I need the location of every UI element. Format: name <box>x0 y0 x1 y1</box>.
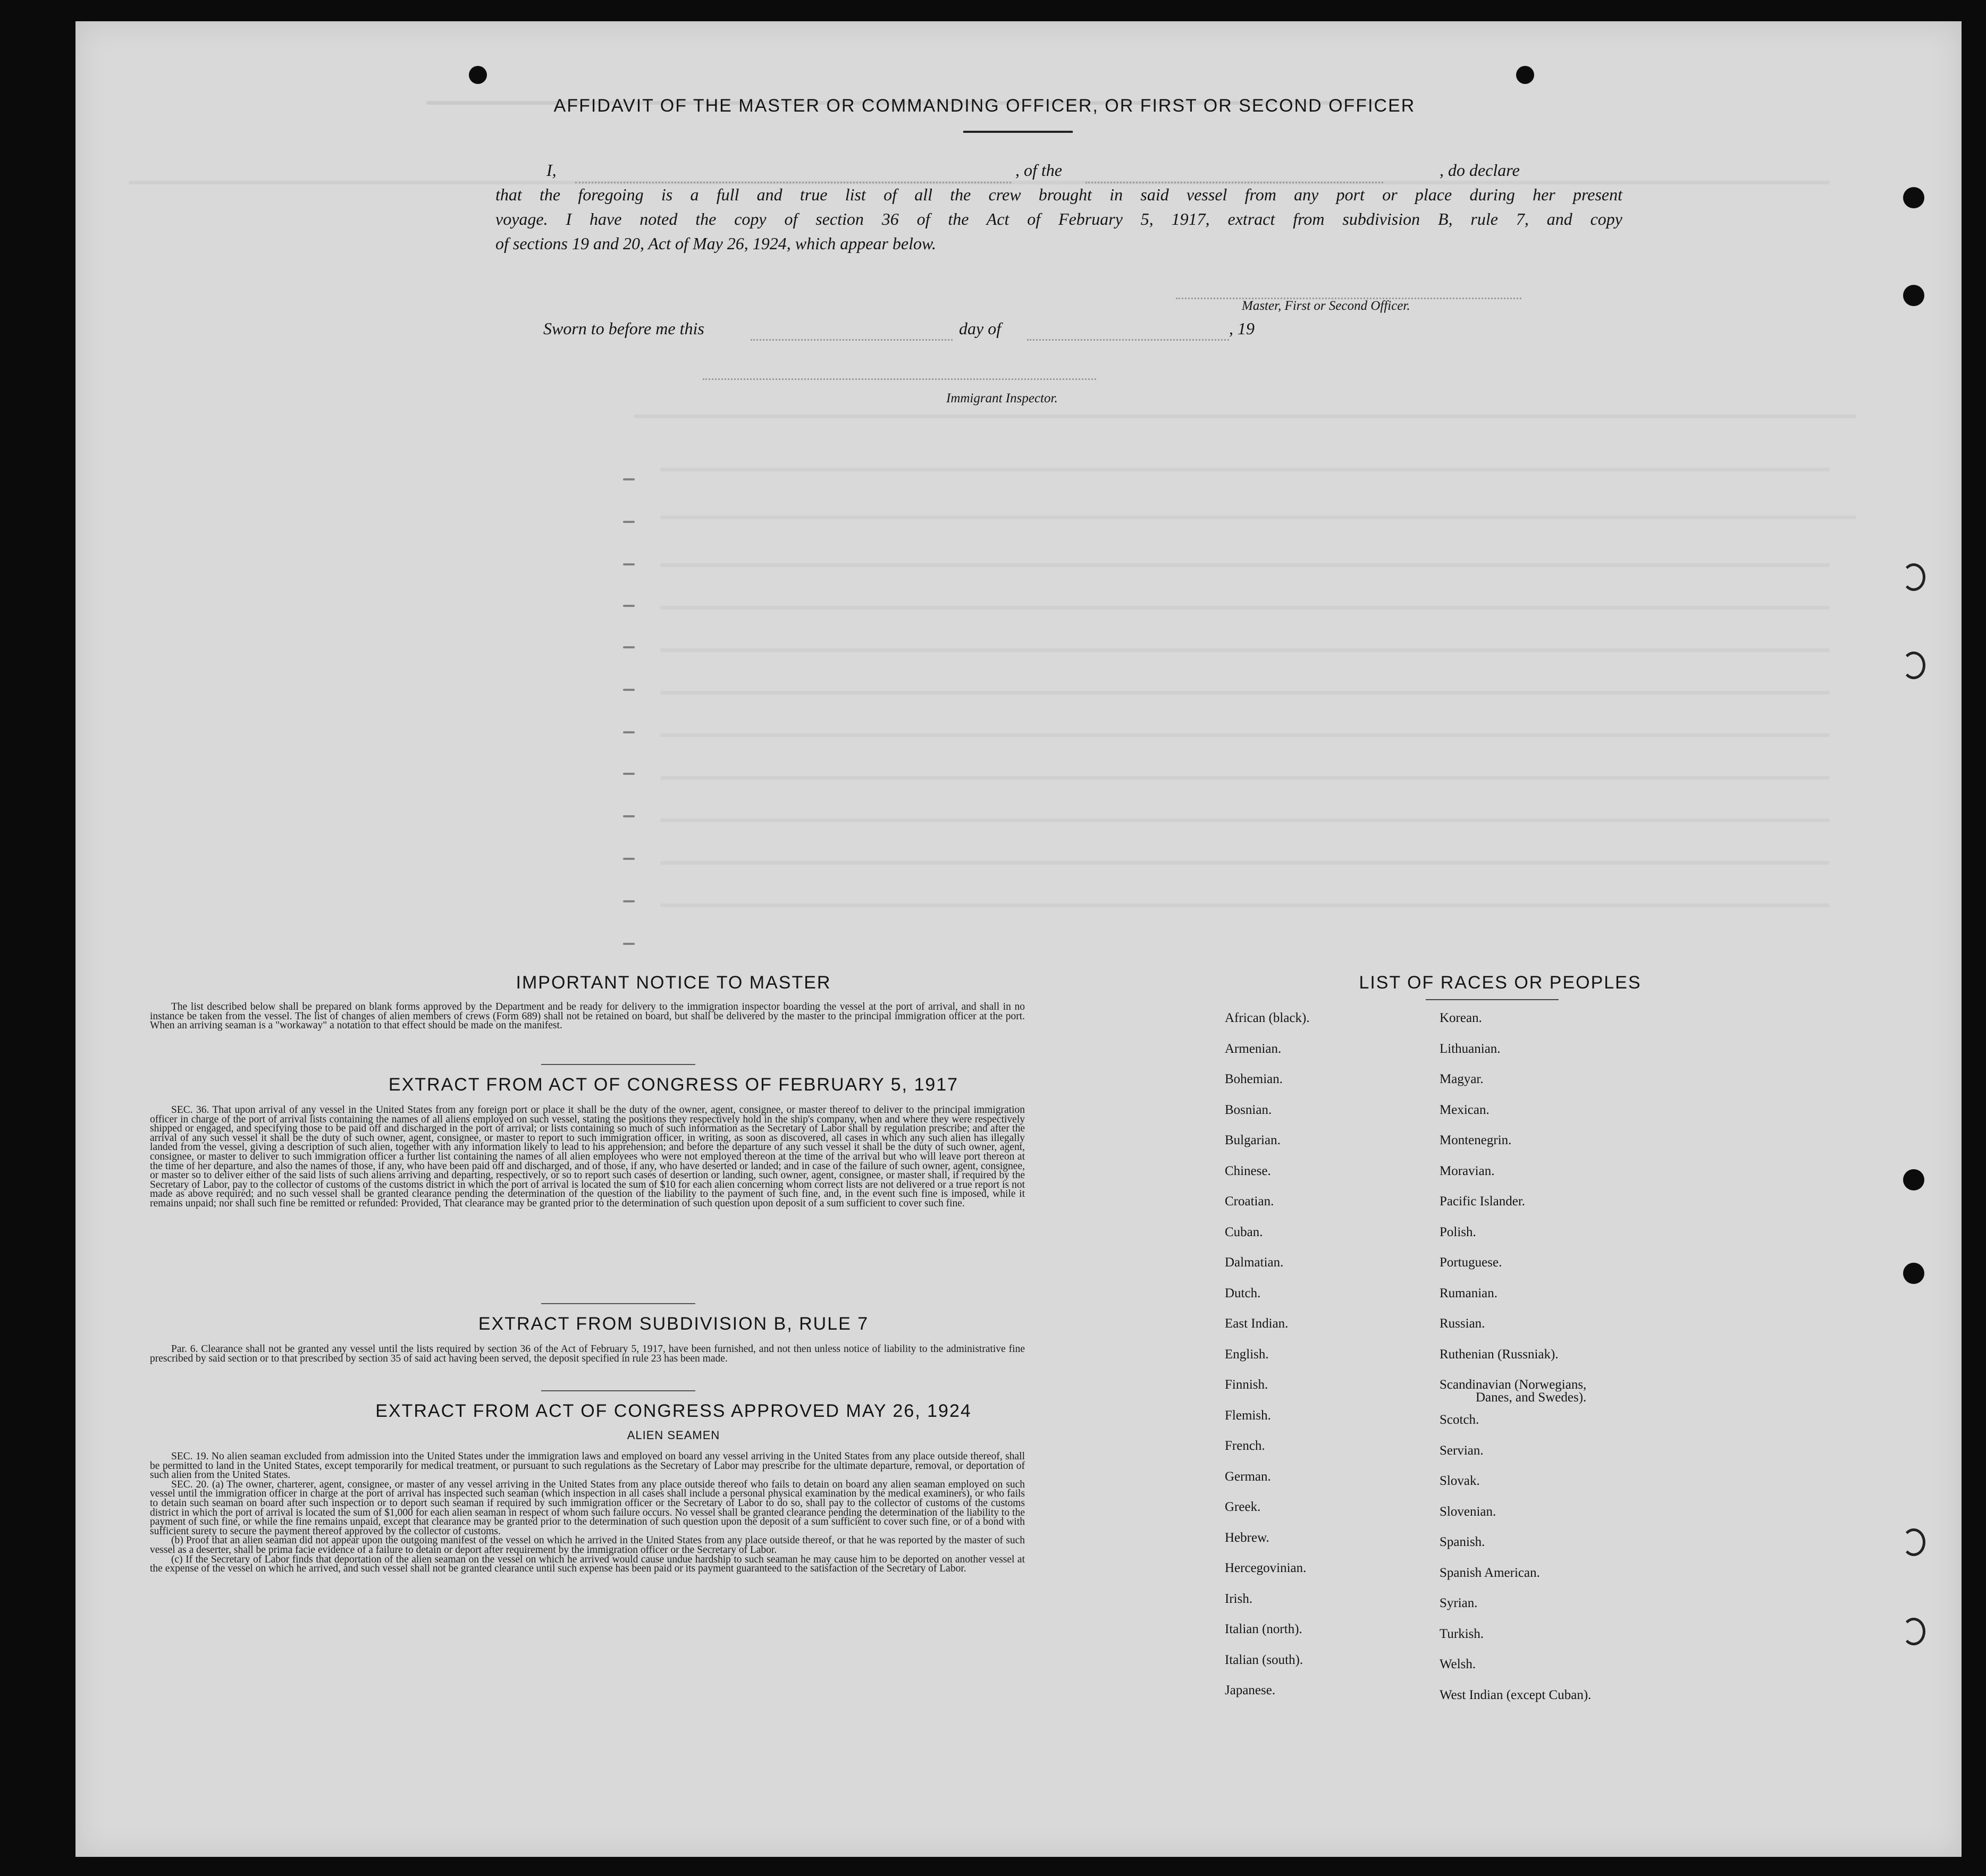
race-item: Italian (north). <box>1225 1622 1302 1636</box>
race-item: Bosnian. <box>1225 1102 1272 1117</box>
race-item: Armenian. <box>1225 1041 1282 1056</box>
race-item: Bohemian. <box>1225 1072 1283 1086</box>
race-item: Hercegovinian. <box>1225 1561 1307 1575</box>
extract-1924-title: EXTRACT FROM ACT OF CONGRESS APPROVED MAY 26, 1924 <box>375 1401 972 1421</box>
race-item: Croatian. <box>1225 1194 1274 1209</box>
race-item: Dalmatian. <box>1225 1255 1284 1270</box>
affidavit-i: I, <box>546 160 557 180</box>
punch-hole <box>1903 1263 1924 1284</box>
name-blank[interactable] <box>575 182 1011 183</box>
document-page <box>75 21 1962 1857</box>
race-item: Italian (south). <box>1225 1652 1303 1667</box>
extract-1917-title: EXTRACT FROM ACT OF CONGRESS OF FEBRUARY 5, 1917 <box>388 1075 959 1095</box>
sec20a-paragraph: SEC. 20. (a) The owner, charterer, agent, consignee, or master of any vessel arriving in the United States from any place outside thereof who fails to detain on board any alien seaman employed on such vessel until the immigration officer in charge at the port of arrival has inspected such seaman (which inspection in all cases shall include a personal physical examination by the medical examiners), or who fails to detain such seaman on board after such inspection or to deport such seaman if required by such immigration officer or the Secretary of Labor to do so, shall pay to the collector of customs of the customs district in which the port of arrival is located the sum of $1,000 for each alien seaman in respect of whom such failure occurs. No vessel shall be granted clearance pending the determination of the liability to the payment of such fine, or while the fine remains unpaid, except that clearance may be granted prior to the determination of such question upon the deposit of a sum sufficient to cover such fine, or of a bond with sufficient surety to secure the payment thereof approved by the collector of customs. <box>150 1478 1025 1537</box>
races-left-column <box>1225 1011 1310 1714</box>
divider <box>541 1303 695 1304</box>
divider <box>541 1064 695 1065</box>
races-right-column <box>1440 1011 1591 1718</box>
day-of-text: day of <box>959 319 1002 338</box>
race-item: Ruthenian (Russniak). <box>1440 1347 1559 1362</box>
race-item <box>1440 1378 1591 1413</box>
punch-hole <box>469 66 487 84</box>
sworn-day-blank[interactable] <box>751 339 953 341</box>
race-item: Syrian. <box>1440 1596 1478 1610</box>
extract-1917-body <box>150 1105 1025 1209</box>
sec36-paragraph: SEC. 36. That upon arrival of any vessel in the United States from any foreign port or place it shall be the duty of the owner, agent, consignee, or master thereof to deliver to the principal immigration officer in charge of the port of arrival lists containing the names of all aliens employed on such vessel, stating the positions they respectively hold in the ship's company, when and where they were respectively shipped or engaged, and specifying those to be paid off and discharged in the port of arrival; or lists containing so much of such information as the Secretary of Labor shall by regulation prescribe; and after the arrival of any such vessel it shall be the duty of such owner, agent, consignee, or master to report to such immigration officer, in writing, as soon as discovered, all cases in which any such alien has illegally landed from the vessel, giving a description of such alien, together with any information likely to lead to his apprehension; and before the departure of any such vessel it shall be the duty of such owner, agent, consignee, or master to deliver to such immigration officer a further list containing the names of all alien employees who were not employed thereon at the time of the arrival but who will leave port thereon at the time of her departure, and also the names of those, if any, who have been paid off and discharged, and of those, if any, who have deserted or landed; and in case of the failure of such owner, agent, consignee, or master so to deliver either of the said lists of such aliens arriving and departing, respectively, or so to report such cases of desertion or landing, such owner, agent, consignee, or master shall, if required by the Secretary of Labor, pay to the collector of customs of the customs district in which the port of arrival is located the sum of $10 for each alien concerning whom correct lists are not delivered or a true report is not made as above required; and no such vessel shall be granted clearance pending the determination of the question of the liability to the payment of such fine, and, in the event such fine is imposed, while it remains unpaid; nor shall such fine be remitted or refunded: Provided, That clearance may be granted prior to the determination of such question upon deposit of a sum sufficient to cover such fine. <box>150 1104 1025 1209</box>
sworn-month-blank[interactable] <box>1027 339 1229 341</box>
affidavit-title: AFFIDAVIT OF THE MASTER OR COMMANDING OFFICER, OR FIRST OR SECOND OFFICER <box>553 96 1416 116</box>
race-item-scandinavian: Scandinavian (Norwegians, <box>1440 1378 1587 1392</box>
punch-hole <box>1903 1169 1924 1190</box>
sec20c-paragraph: (c) If the Secretary of Labor finds that deportation of the alien seaman on the vessel on which he arrived would cause undue hardship to such seaman he may cause him to be deported on another vessel at the expense of the vessel on which he arrived, and such vessel shall not be granted clearance until such expense has been paid or its payment guaranteed to the satisfaction of the Secretary of Labor. <box>150 1553 1025 1575</box>
race-item: Slovenian. <box>1440 1504 1496 1519</box>
race-item: Turkish. <box>1440 1626 1484 1641</box>
alien-seamen-subtitle: ALIEN SEAMEN <box>627 1429 720 1442</box>
races-title: LIST OF RACES OR PEOPLES <box>1359 973 1642 993</box>
race-item: Irish. <box>1225 1591 1253 1606</box>
race-item: Polish. <box>1440 1224 1476 1239</box>
title-underline <box>963 131 1073 133</box>
race-item: Portuguese. <box>1440 1255 1502 1270</box>
race-item: Welsh. <box>1440 1657 1476 1671</box>
race-item: Spanish. <box>1440 1535 1485 1549</box>
race-item: Spanish American. <box>1440 1565 1540 1580</box>
race-item: Slovak. <box>1440 1474 1480 1488</box>
punch-hole <box>1516 66 1534 84</box>
notice-paragraph: The list described below shall be prepared on blank forms approved by the Department and be ready for delivery to the immigration inspector boarding the vessel at the port of arrival, and shall in no instance be taken from the vessel. The list of changes of alien members of crews (Form 689) shall not be retained on board, but shall be delivered by the master to the principal immigration officer at the port. When an arriving seaman is a "workaway" a notation to that effect should be made on the manifest. <box>150 1001 1025 1032</box>
race-item: Flemish. <box>1225 1408 1271 1423</box>
race-item: Chinese. <box>1225 1163 1271 1178</box>
race-item: African (black). <box>1225 1011 1310 1025</box>
punch-hole <box>1903 187 1924 208</box>
race-item: Russian. <box>1440 1316 1485 1331</box>
race-item: Montenegrin. <box>1440 1133 1512 1147</box>
binder-ring <box>1902 1528 1925 1556</box>
affidavit-declare: , do declare <box>1440 160 1520 180</box>
race-item: Pacific Islander. <box>1440 1194 1526 1209</box>
master-caption: Master, First or Second Officer. <box>1242 299 1410 313</box>
race-item: Japanese. <box>1225 1683 1276 1697</box>
notice-title: IMPORTANT NOTICE TO MASTER <box>516 973 831 993</box>
notice-body <box>150 1002 1025 1030</box>
year-text: , 19 <box>1229 319 1255 338</box>
race-item: Lithuanian. <box>1440 1041 1501 1056</box>
race-item: Mexican. <box>1440 1102 1490 1117</box>
binder-ring <box>1902 652 1925 679</box>
extract-rule7-body <box>150 1345 1025 1363</box>
race-item: Greek. <box>1225 1500 1261 1514</box>
race-item: Dutch. <box>1225 1286 1261 1300</box>
race-item: Finnish. <box>1225 1378 1268 1392</box>
race-item: Cuban. <box>1225 1224 1263 1239</box>
vessel-blank[interactable] <box>1085 182 1383 183</box>
races-title-underline <box>1426 999 1559 1000</box>
race-item: Korean. <box>1440 1011 1482 1025</box>
affidavit-of-the: , of the <box>1015 160 1062 180</box>
affidavit-line2: that the foregoing is a full and true list of all the crew brought in said vessel from any port or place during her present <box>495 185 1622 204</box>
race-item: Bulgarian. <box>1225 1133 1281 1147</box>
affidavit-line4: of sections 19 and 20, Act of May 26, 1924, which appear below. <box>495 234 936 253</box>
affidavit-line3: voyage. I have noted the copy of section 36 of the Act of February 5, 1917, extract from subdivision B, rule 7, and copy <box>495 209 1622 229</box>
race-item: East Indian. <box>1225 1316 1289 1331</box>
race-item: English. <box>1225 1347 1269 1362</box>
divider <box>541 1390 695 1391</box>
race-item: French. <box>1225 1439 1265 1453</box>
punch-hole <box>1903 285 1924 306</box>
sec19-paragraph: SEC. 19. No alien seaman excluded from admission into the United States under the immigration laws and employed on board any vessel arriving in the United States from any place outside thereof, shall be permitted to land in the United States, except temporarily for medical treatment, or pursuant to such regulations as the Secretary of Labor may prescribe for the ultimate departure, removal, or deportation of such alien from the United States. <box>150 1451 1025 1481</box>
race-item: Rumanian. <box>1440 1286 1498 1300</box>
inspector-caption: Immigrant Inspector. <box>946 391 1058 405</box>
race-item: Scotch. <box>1440 1413 1479 1427</box>
race-item: West Indian (except Cuban). <box>1440 1687 1592 1702</box>
extract-rule7-title: EXTRACT FROM SUBDIVISION B, RULE 7 <box>478 1314 869 1334</box>
rule7-paragraph: Par. 6. Clearance shall not be granted any vessel until the lists required by section 36 of the Act of February 5, 1917, have been furnished, and not then unless notice of liability to the administrative fine prescribed by said section or to that prescribed by section 35 of said act having been served, the deposit specified in rule 23 has been made. <box>150 1343 1025 1364</box>
race-item: Moravian. <box>1440 1163 1495 1178</box>
sec20b-paragraph: (b) Proof that an alien seaman did not appear upon the outgoing manifest of the vessel on which he arrived in the United States from any place outside thereof, or that he was reported by the master of such vessel as a deserter, shall be prima facie evidence of a failure to detain or deport after requirement by the immigration officer or the Secretary of Labor. <box>150 1535 1025 1556</box>
race-item: Servian. <box>1440 1443 1484 1458</box>
inspector-signature-line[interactable] <box>703 378 1096 380</box>
race-item: German. <box>1225 1469 1271 1484</box>
race-item-scandinavian-cont: Danes, and Swedes). <box>1476 1390 1587 1405</box>
binder-ring <box>1902 563 1925 591</box>
race-item: Hebrew. <box>1225 1530 1269 1545</box>
race-item: Magyar. <box>1440 1072 1484 1086</box>
binder-ring <box>1902 1618 1925 1645</box>
sworn-text: Sworn to before me this <box>543 319 704 338</box>
extract-1924-body <box>150 1452 1025 1574</box>
